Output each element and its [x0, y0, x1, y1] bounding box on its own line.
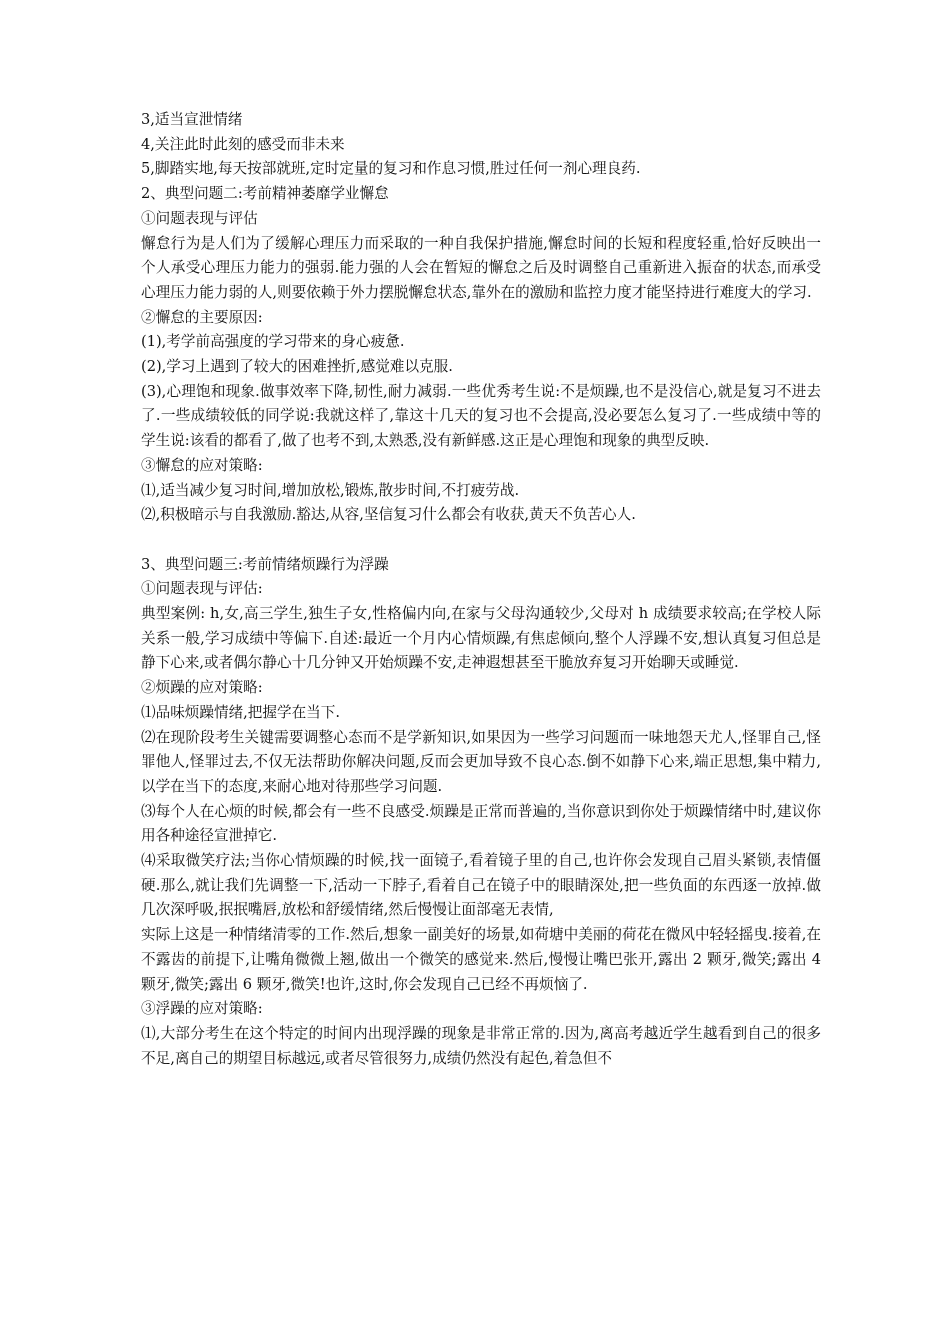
subheading: ②懈怠的主要原因: — [141, 308, 263, 326]
document-page — [141, 108, 821, 1071]
subheading: ②烦躁的应对策略: — [141, 679, 263, 697]
list-item: 5,脚踏实地,每天按部就班,定时定量的复习和作息习惯,胜过任何一剂心理良药. — [141, 160, 641, 178]
section-heading: 2、典型问题二:考前精神萎靡学业懈怠 — [141, 185, 389, 203]
list-item: ⑵在现阶段考生关键需要调整心态而不是学新知识,如果因为一些学习问题而一味地怨天尤人,怪罪自己,怪罪他人,怪罪过去,不仅无法帮助你解决问题,反而会更加导致不良心态.倒不如静下心来,端正思想,集中精力,以学在当下的态度,来耐心地对待那些学习问题. — [141, 728, 821, 795]
list-item: ⑶每个人在心烦的时候,都会有一些不良感受.烦躁是正常而普遍的,当你意识到你处于烦躁情绪中时,建议你用各种途径宣泄掉它. — [141, 802, 821, 845]
list-item: (1),考学前高强度的学习带来的身心疲惫. — [141, 333, 405, 351]
body-paragraph: 典型案例: h,女,高三学生,独生子女,性格偏内向,在家与父母沟通较少,父母对 h 成绩要求较高;在学校人际关系一般,学习成绩中等偏下.自述:最近一个月内心情烦躁,有焦虑倾向,整个人浮躁不安,想认真复习但总是静下心来,或者偶尔静心十几分钟又开始烦躁不安,走神遐想甚至干脆放弃复习开始聊天或睡觉. — [141, 605, 821, 672]
list-item: ⑴,适当减少复习时间,增加放松,锻炼,散步时间,不打疲劳战. — [141, 481, 520, 499]
subheading: ③懈怠的应对策略: — [141, 456, 263, 474]
body-paragraph: 实际上这是一种情绪清零的工作.然后,想象一副美好的场景,如荷塘中美丽的荷花在微风中轻轻摇曳.接着,在不露齿的前提下,让嘴角微微上翘,做出一个微笑的感觉来.然后,慢慢让嘴巴张开,露出 2 颗牙,微笑;露出 4 颗牙,微笑;露出 6 颗牙,微笑!也许,这时,你会发现自己已经不再烦恼了. — [141, 926, 821, 993]
list-item: ⑷采取微笑疗法;当你心情烦躁的时候,找一面镜子,看着镜子里的自己,也许你会发现自己眉头紧锁,表情僵硬.那么,就让我们先调整一下,活动一下脖子,看着自己在镜子中的眼睛深处,把一些负面的东西逐一放掉.做几次深呼吸,抿抿嘴唇,放松和舒缓情绪,然后慢慢让面部毫无表情, — [141, 852, 821, 919]
blank-line — [141, 528, 821, 553]
list-item: (3),心理饱和现象.做事效率下降,韧性,耐力减弱.一些优秀考生说:不是烦躁,也不是没信心,就是复习不进去了.一些成绩较低的同学说:我就这样了,靠这十几天的复习也不会提高,没必要怎么复习了.一些成绩中等的学生说:该看的都看了,做了也考不到,太熟悉,没有新鲜感.这正是心理饱和现象的典型反映. — [141, 382, 821, 450]
list-item: 4,关注此时此刻的感受而非未来 — [141, 135, 345, 153]
list-item: 3,适当宣泄情绪 — [141, 111, 243, 128]
subheading: ①问题表现与评估 — [141, 209, 258, 227]
list-item: ⑴品味烦躁情绪,把握学在当下. — [141, 703, 340, 721]
subheading: ③浮躁的应对策略: — [141, 1000, 263, 1018]
list-item: (2),学习上遇到了较大的困难挫折,感觉难以克服. — [141, 358, 453, 376]
subheading: ①问题表现与评估: — [141, 580, 263, 598]
body-paragraph: 懈怠行为是人们为了缓解心理压力而采取的一种自我保护措施,懈怠时间的长短和程度轻重,恰好反映出一个人承受心理压力能力的强弱.能力强的人会在暂短的懈怠之后及时调整自己重新进入振奋的状态,而承受心理压力能力弱的人,则要依赖于外力摆脱懈怠状态,靠外在的激励和监控力度才能坚持进行难度大的学习. — [141, 234, 821, 301]
list-item: ⑵,积极暗示与自我激励.豁达,从容,坚信复习什么都会有收获,黄天不负苦心人. — [141, 506, 636, 524]
list-item: ⑴,大部分考生在这个特定的时间内出现浮躁的现象是非常正常的.因为,离高考越近学生越看到自己的很多不足,离自己的期望目标越远,或者尽管很努力,成绩仍然没有起色,着急但不 — [141, 1025, 821, 1067]
section-heading: 3、典型问题三:考前情绪烦躁行为浮躁 — [141, 555, 389, 573]
